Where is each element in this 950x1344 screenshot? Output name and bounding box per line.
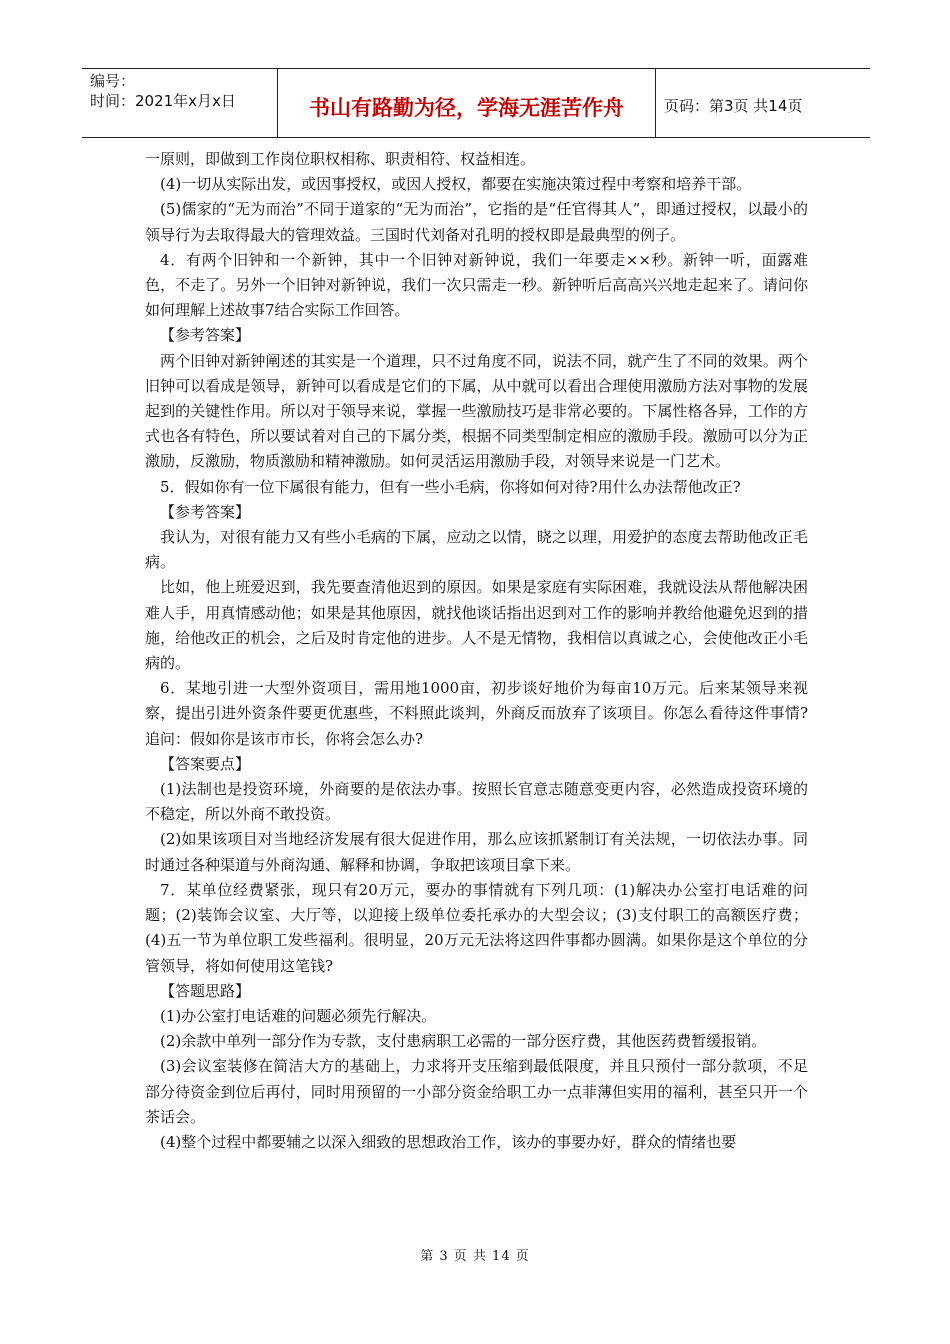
- paragraph: 一原则，即做到工作岗位职权相称、职责相符、权益相连。: [145, 150, 536, 168]
- document-date: 时间：2021年x月x日: [90, 92, 236, 110]
- header-page-info: 页码：第3页 共14页: [664, 96, 803, 115]
- paragraph: (2)余款中单列一部分作为专款，支付患病职工必需的一部分医疗费，其他医药费暂缓报销。: [160, 1032, 767, 1051]
- paragraph: (1)法制也是投资环境，外商要的是依法办事。按照长官意志随意变更内容，必然造成投资环境的不稳定，所以外商不敢投资。: [145, 780, 808, 824]
- page-footer: 第 3 页 共 14 页: [420, 1249, 530, 1264]
- paragraph: 我认为，对很有能力又有些小毛病的下属，应动之以情，晓之以理，用爱护的态度去帮助他改正毛病。: [145, 528, 808, 572]
- header-meta: [82, 69, 278, 137]
- paragraph: (3)会议室装修在简洁大方的基础上，力求将开支压缩到最低限度，并且只预付一部分款项，不足部分待资金到位后再付，同时用预留的一小部分资金给职工办一点菲薄但实用的福利，甚至只开一个茶话会。: [145, 1057, 808, 1126]
- paragraph: (4)一切从实际出发，或因事授权，或因人授权，都要在实施决策过程中考察和培养干部。: [160, 175, 752, 194]
- page-header: [82, 68, 870, 138]
- answer-heading: 【参考答案】: [160, 326, 251, 345]
- question-4: 4．有两个旧钟和一个新钟，其中一个旧钟对新钟说，我们一年要走××秒。新钟一听，面露难色，不走了。另外一个旧钟对新钟说，我们一次只需走一秒。新钟听后高高兴兴地走起来了。请问你如何理解上述故事7结合实际工作回答。: [145, 250, 808, 320]
- paragraph: (4)整个过程中都要辅之以深入细致的思想政治工作，该办的事要办好，群众的情绪也要: [160, 1132, 737, 1151]
- question-7: 7．某单位经费紧张，现只有20万元，要办的事情就有下列几项：(1)解决办公室打电话难的问题；(2)装饰会议室、大厅等，以迎接上级单位委托承办的大型会议；(3)支付职工的高额医疗费；(4)五一节为单位职工发些福利。很明显，20万元无法将这四件事都办圆满。如果你是这个单位的分管领导，将如何使用这笔钱?: [145, 880, 808, 975]
- answer-heading: 【答案要点】: [160, 754, 251, 773]
- paragraph: 比如，他上班爱迟到，我先要查清他迟到的原因。如果是家庭有实际困难，我就设法从帮他解决困难人手，用真情感动他；如果是其他原因，就找他谈话指出迟到对工作的影响并教给他避免迟到的措施，给他改正的机会，之后及时肯定他的进步。人不是无情物，我相信以真诚之心，会使他改正小毛病的。: [145, 578, 808, 673]
- document-body: [145, 147, 808, 1155]
- question-6: 6．某地引进一大型外资项目，需用地1000亩，初步谈好地价为每亩10万元。后来某领导来视察，提出引进外资条件要更优惠些，不料照此谈判，外商反而放弃了该项目。你怎么看待这件事情?追问：假如你是该市市长，你将会怎么办?: [145, 679, 808, 748]
- question-5: 5．假如你有一位下属很有能力，但有一些小毛病，你将如何对待?用什么办法帮他改正?: [160, 477, 741, 496]
- paragraph: (2)如果该项目对当地经济发展有很大促进作用，那么应该抓紧制订有关法规，一切依法办事。同时通过各种渠道与外商沟通、解释和协调，争取把该项目拿下来。: [145, 830, 808, 874]
- answer-heading: 【参考答案】: [160, 502, 251, 521]
- answer-heading: 【答题思路】: [160, 981, 251, 1000]
- paragraph: 两个旧钟对新钟阐述的其实是一个道理，只不过角度不同，说法不同，就产生了不同的效果。两个旧钟可以看成是领导，新钟可以看成是它们的下属，从中就可以看出合理使用激励方法对事物的发展起到的关键性作用。所以对于领导来说，掌握一些激励技巧是非常必要的。下属性格各异，工作的方式也各有特色，所以要试着对自己的下属分类，根据不同类型制定相应的激励手段。激励可以分为正激励，反激励，物质激励和精神激励。如何灵活运用激励手段，对领导来说是一门艺术。: [145, 351, 808, 471]
- paragraph: (5)儒家的“无为而治”不同于道家的“无为而治”，它指的是“任官得其人”，即通过授权，以最小的领导行为去取得最大的管理效益。三国时代刘备对孔明的授权即是最典型的例子。: [145, 200, 808, 244]
- header-motto: 书山有路勤为径，学海无涯苦作舟: [278, 69, 656, 137]
- document-number-label: 编号：: [90, 72, 136, 90]
- paragraph: (1)办公室打电话难的问题必须先行解决。: [160, 1006, 437, 1025]
